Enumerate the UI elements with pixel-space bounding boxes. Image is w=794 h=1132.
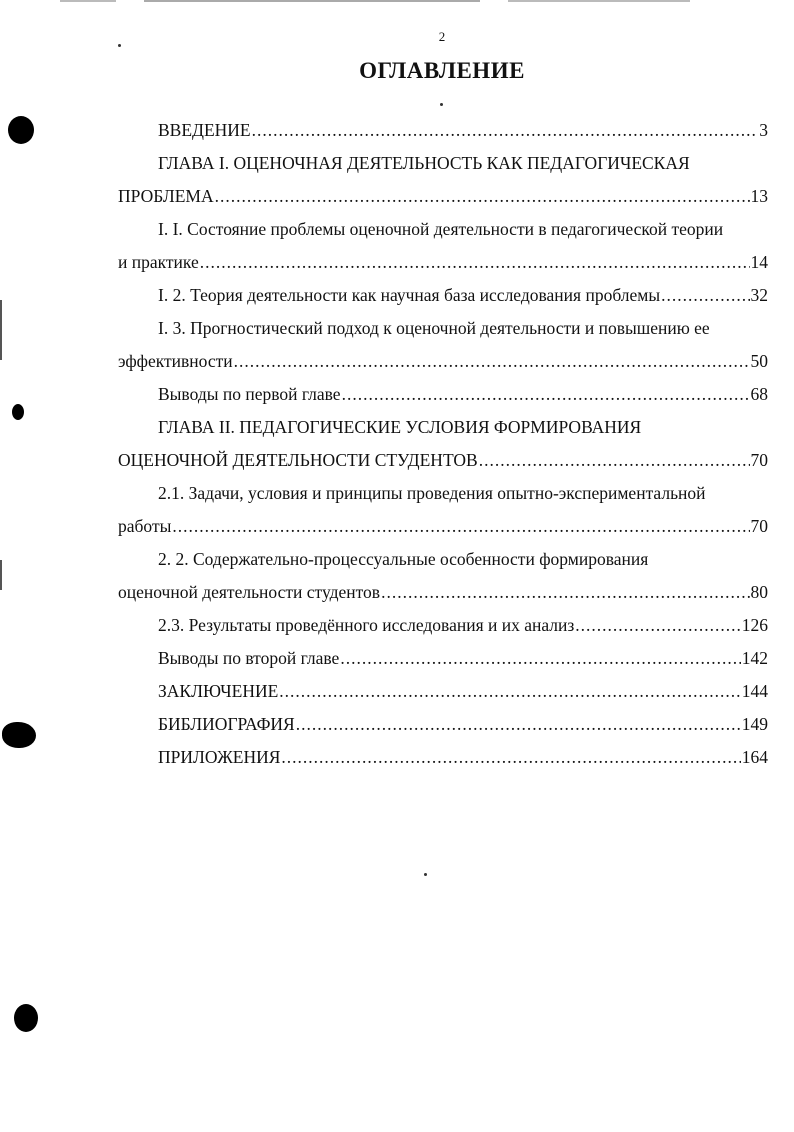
toc-dot-leader [234,347,750,376]
toc-entry [118,545,768,578]
toc-entry [118,479,768,512]
toc-entry-title: ПРИЛОЖЕНИЯ [158,747,281,767]
toc-entry [118,314,768,347]
toc-dot-leader [215,182,750,211]
toc-entry-title: ОЦЕНОЧНОЙ ДЕЯТЕЛЬНОСТИ СТУДЕНТОВ [118,450,478,470]
toc-entry-title: работы [118,516,172,536]
toc-entry [118,347,768,380]
toc-page-number: 144 [741,681,768,701]
toc-dot-leader [252,116,759,145]
punch-hole-mark [14,1004,38,1032]
toc-entry [118,116,768,149]
toc-dot-leader [281,743,740,772]
scan-edge-mark [0,300,2,360]
toc-entry [118,743,768,776]
toc-entry [118,215,768,248]
scan-edge-mark [0,560,2,590]
toc-page-number: 14 [750,252,768,272]
scan-speck [424,873,427,876]
toc-entry-title: I. 3. Прогностический подход к оценочной деятельности и повышению ее [158,318,710,338]
toc-entry [118,446,768,479]
toc-dot-leader [381,578,749,607]
toc-entry-title: Выводы по первой главе [158,384,341,404]
toc-entry [118,611,768,644]
toc-entry-title: оценочной деятельности студентов [118,582,381,602]
toc-page-number: 70 [750,450,768,470]
page-title: ОГЛАВЛЕНИЕ [359,58,525,83]
toc-page-number: 13 [750,186,768,206]
toc-page-number: 80 [750,582,768,602]
toc-dot-leader [279,677,740,706]
toc-dot-leader [200,248,750,277]
toc-page-number: 70 [750,516,768,536]
toc-entry-title: 2. 2. Содержательно-процессуальные особенности формирования [158,549,649,569]
toc-dot-leader [575,611,740,640]
toc-dot-leader [172,512,749,541]
scan-speck [440,103,443,106]
toc-page-number: 3 [759,120,768,140]
toc-entry-title: I. 2. Теория деятельности как научная база исследования проблемы [158,285,661,305]
toc-dot-leader [342,380,750,409]
toc-page-number: 32 [750,285,768,305]
toc-entry-title: ЗАКЛЮЧЕНИЕ [158,681,279,701]
toc-entry [118,677,768,710]
toc-entry-title: эффективности [118,351,233,371]
toc-entry-title: Выводы по второй главе [158,648,340,668]
toc-entry-title: ГЛАВА I. ОЦЕНОЧНАЯ ДЕЯТЕЛЬНОСТЬ КАК ПЕДАГОГИЧЕСКАЯ [158,153,690,173]
toc-entry [118,281,768,314]
table-of-contents [118,116,768,776]
toc-entry-title: и практике [118,252,199,272]
toc-page-number: 68 [750,384,768,404]
toc-entry [118,413,768,446]
punch-hole-mark [2,722,36,748]
toc-page-number: 149 [741,714,768,734]
toc-dot-leader [296,710,741,739]
toc-entry-title: ПРОБЛЕМА [118,186,214,206]
punch-hole-mark [8,116,34,144]
toc-entry [118,182,768,215]
toc-entry [118,644,768,677]
toc-page-number: 164 [741,747,768,767]
punch-hole-mark [12,404,24,420]
toc-entry [118,578,768,611]
toc-entry-title: 2.1. Задачи, условия и принципы проведения опытно-экспериментальной [158,483,706,503]
toc-entry [118,710,768,743]
toc-entry [118,512,768,545]
toc-entry-title: 2.3. Результаты проведённого исследования и их анализ [158,615,575,635]
toc-entry-title: ВВЕДЕНИЕ [158,120,251,140]
toc-dot-leader [661,281,749,310]
toc-entry [118,149,768,182]
toc-page-number: 126 [741,615,768,635]
toc-entry [118,380,768,413]
scan-top-edge [60,0,760,2]
toc-entry [118,248,768,281]
toc-page-number: 142 [741,648,768,668]
toc-dot-leader [340,644,740,673]
toc-entry-title: I. I. Состояние проблемы оценочной деятельности в педагогической теории [158,219,724,239]
toc-entry-title: ГЛАВА II. ПЕДАГОГИЧЕСКИЕ УСЛОВИЯ ФОРМИРОВАНИЯ [158,417,642,437]
page-number: 2 [438,29,446,44]
toc-entry-title: БИБЛИОГРАФИЯ [158,714,295,734]
toc-page-number: 50 [750,351,768,371]
toc-dot-leader [479,446,750,475]
